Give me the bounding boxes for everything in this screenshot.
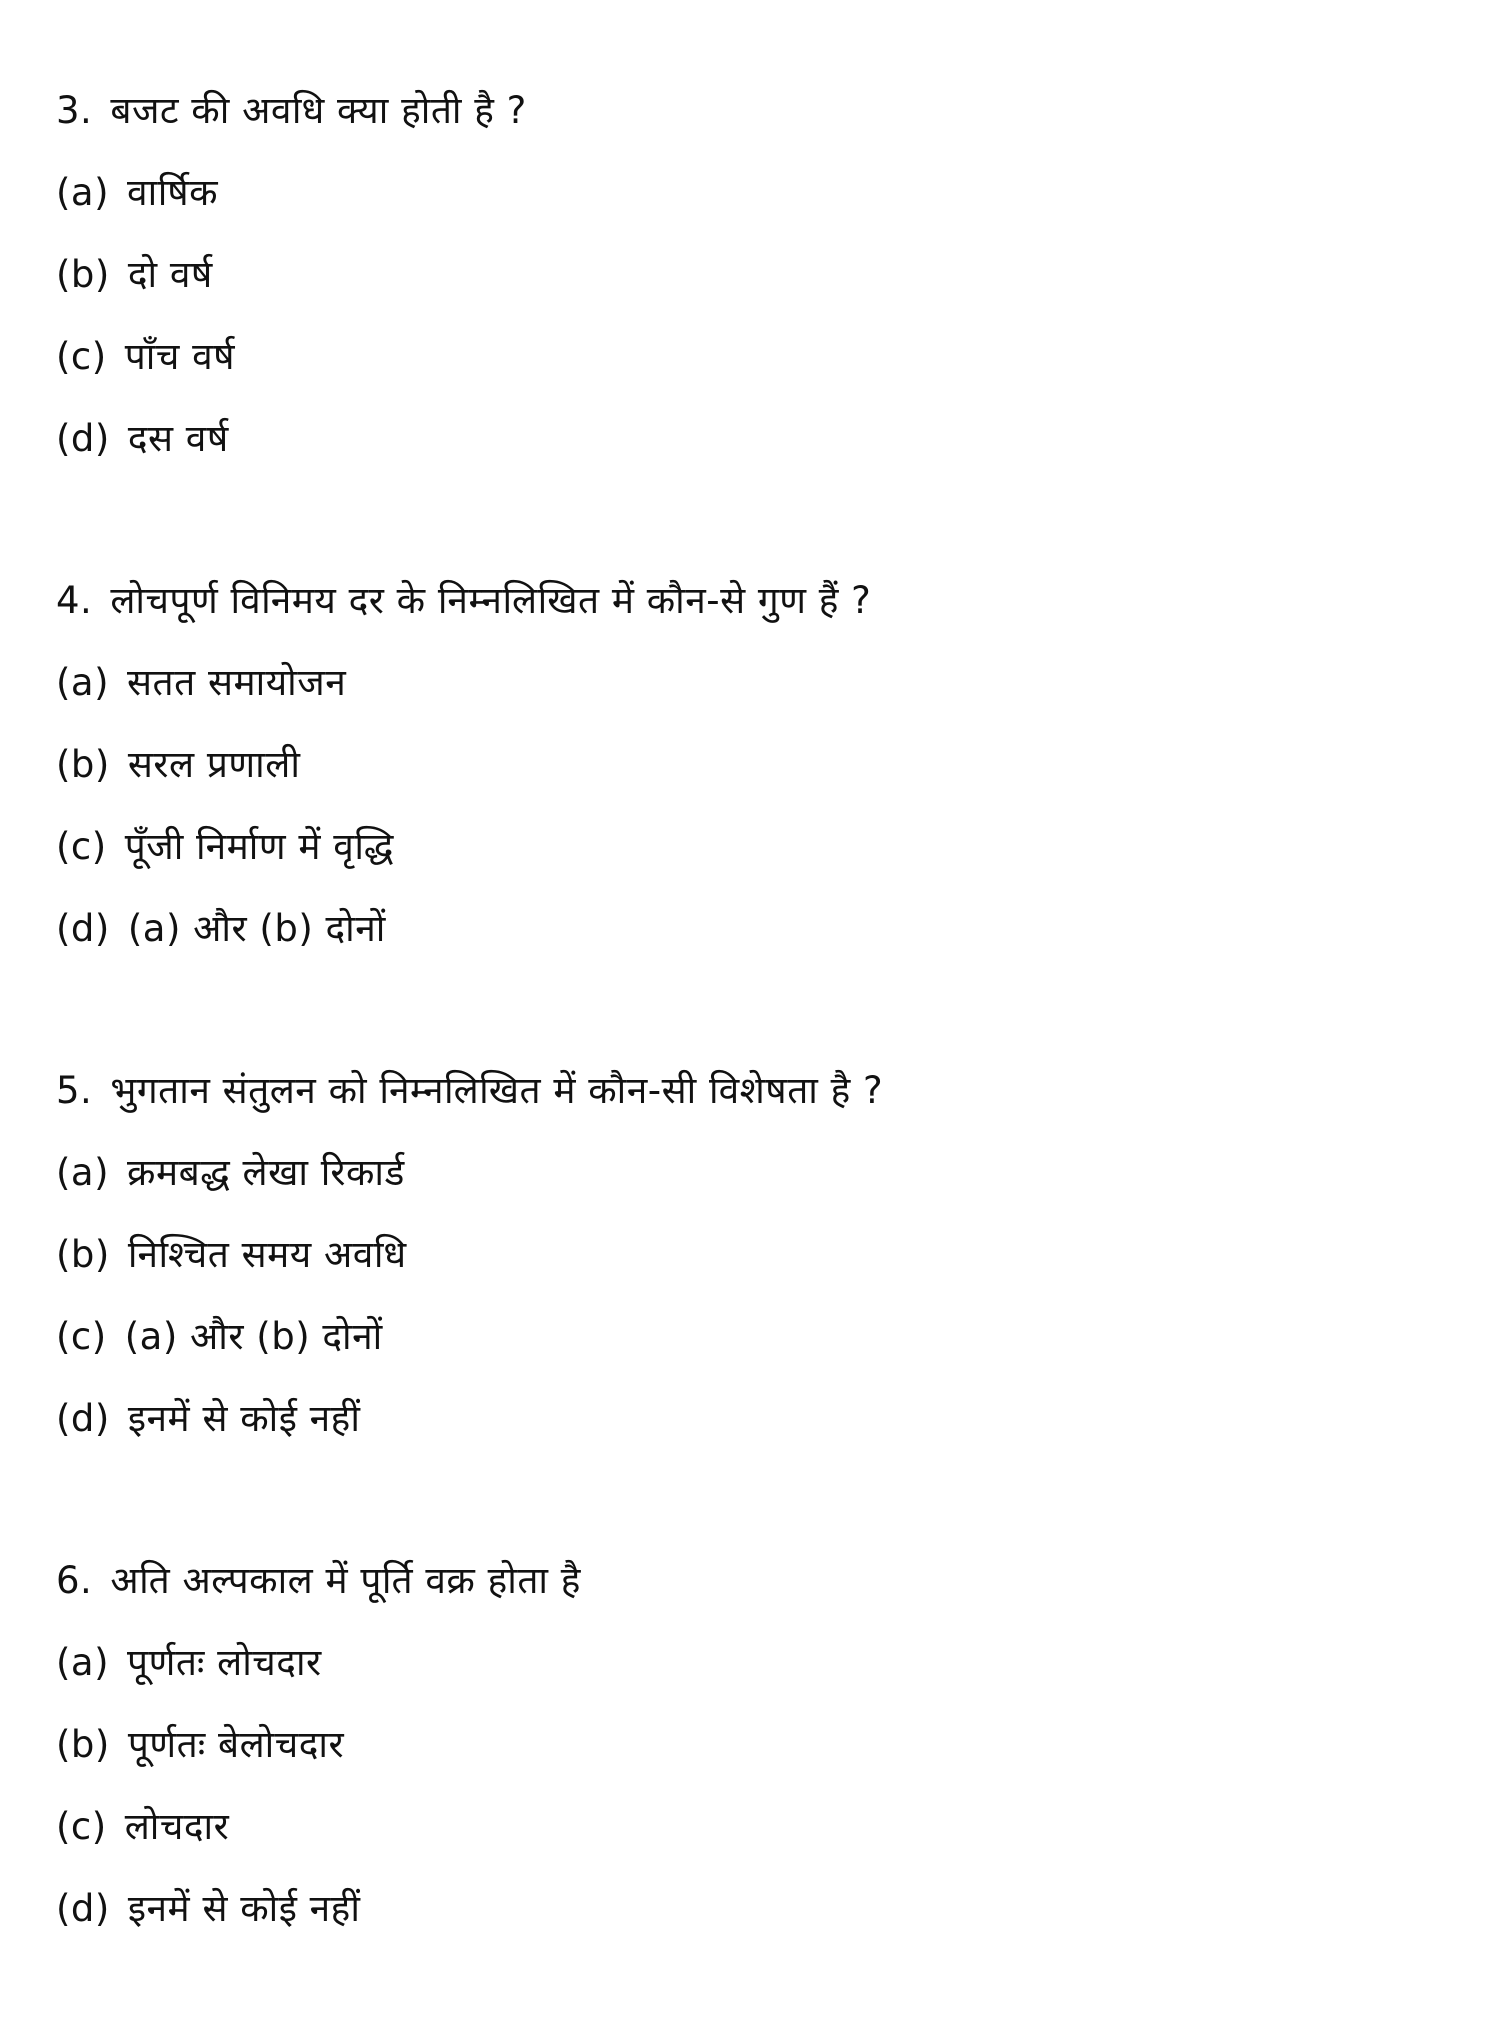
- option-tag: (c): [56, 335, 107, 378]
- option-text: सरल प्रणाली: [127, 743, 301, 786]
- option-tag: (d): [56, 1397, 110, 1440]
- question-stem: भुगतान संतुलन को निम्नलिखित में कौन-सी विशेषता है ?: [110, 1069, 884, 1112]
- option-tag: (b): [56, 1233, 110, 1276]
- option-b: [56, 1214, 1449, 1296]
- question-3: [56, 70, 1449, 480]
- option-text: पाँच वर्ष: [124, 335, 236, 378]
- option-a: [56, 152, 1449, 234]
- option-tag: (d): [56, 417, 110, 460]
- question-4: [56, 560, 1449, 970]
- option-tag: (a): [56, 1151, 110, 1194]
- option-tag: (c): [56, 825, 107, 868]
- question-text: [56, 1050, 1449, 1132]
- option-text: क्रमबद्ध लेखा रिकार्ड: [127, 1151, 405, 1194]
- question-text: [56, 70, 1449, 152]
- option-text: वार्षिक: [127, 171, 219, 214]
- option-text: (a) और (b) दोनों: [124, 1315, 383, 1358]
- option-b: [56, 234, 1449, 316]
- option-c: [56, 806, 1449, 888]
- question-stem: बजट की अवधि क्या होती है ?: [110, 89, 527, 132]
- question-6: [56, 1540, 1449, 1950]
- option-text: निश्चित समय अवधि: [127, 1233, 407, 1276]
- option-c: [56, 316, 1449, 398]
- question-number: 4.: [56, 579, 93, 622]
- option-c: [56, 1786, 1449, 1868]
- question-5: [56, 1050, 1449, 1460]
- question-stem: लोचपूर्ण विनिमय दर के निम्नलिखित में कौन-से गुण हैं ?: [110, 579, 872, 622]
- question-text: [56, 1540, 1449, 1622]
- option-c: [56, 1296, 1449, 1378]
- option-b: [56, 724, 1449, 806]
- option-tag: (a): [56, 171, 110, 214]
- option-d: [56, 398, 1449, 480]
- option-text: पूर्णतः लोचदार: [127, 1641, 322, 1684]
- option-tag: (d): [56, 1887, 110, 1930]
- option-text: दस वर्ष: [127, 417, 229, 460]
- option-text: इनमें से कोई नहीं: [127, 1887, 361, 1930]
- option-b: [56, 1704, 1449, 1786]
- option-text: दो वर्ष: [127, 253, 213, 296]
- option-tag: (b): [56, 253, 110, 296]
- option-tag: (c): [56, 1805, 107, 1848]
- question-number: 5.: [56, 1069, 93, 1112]
- option-text: पूँजी निर्माण में वृद्धि: [124, 825, 394, 868]
- question-text: [56, 560, 1449, 642]
- question-number: 3.: [56, 89, 93, 132]
- option-tag: (a): [56, 661, 110, 704]
- option-d: [56, 1378, 1449, 1460]
- option-text: सतत समायोजन: [127, 661, 347, 704]
- option-text: इनमें से कोई नहीं: [127, 1397, 361, 1440]
- option-text: लोचदार: [124, 1805, 230, 1848]
- question-number: 6.: [56, 1559, 93, 1602]
- option-a: [56, 642, 1449, 724]
- question-stem: अति अल्पकाल में पूर्ति वक्र होता है: [110, 1559, 581, 1602]
- option-tag: (d): [56, 907, 110, 950]
- option-text: (a) और (b) दोनों: [127, 907, 386, 950]
- option-a: [56, 1132, 1449, 1214]
- option-d: [56, 1868, 1449, 1950]
- option-tag: (c): [56, 1315, 107, 1358]
- option-tag: (b): [56, 743, 110, 786]
- option-tag: (b): [56, 1723, 110, 1766]
- option-tag: (a): [56, 1641, 110, 1684]
- option-d: [56, 888, 1449, 970]
- option-a: [56, 1622, 1449, 1704]
- option-text: पूर्णतः बेलोचदार: [127, 1723, 345, 1766]
